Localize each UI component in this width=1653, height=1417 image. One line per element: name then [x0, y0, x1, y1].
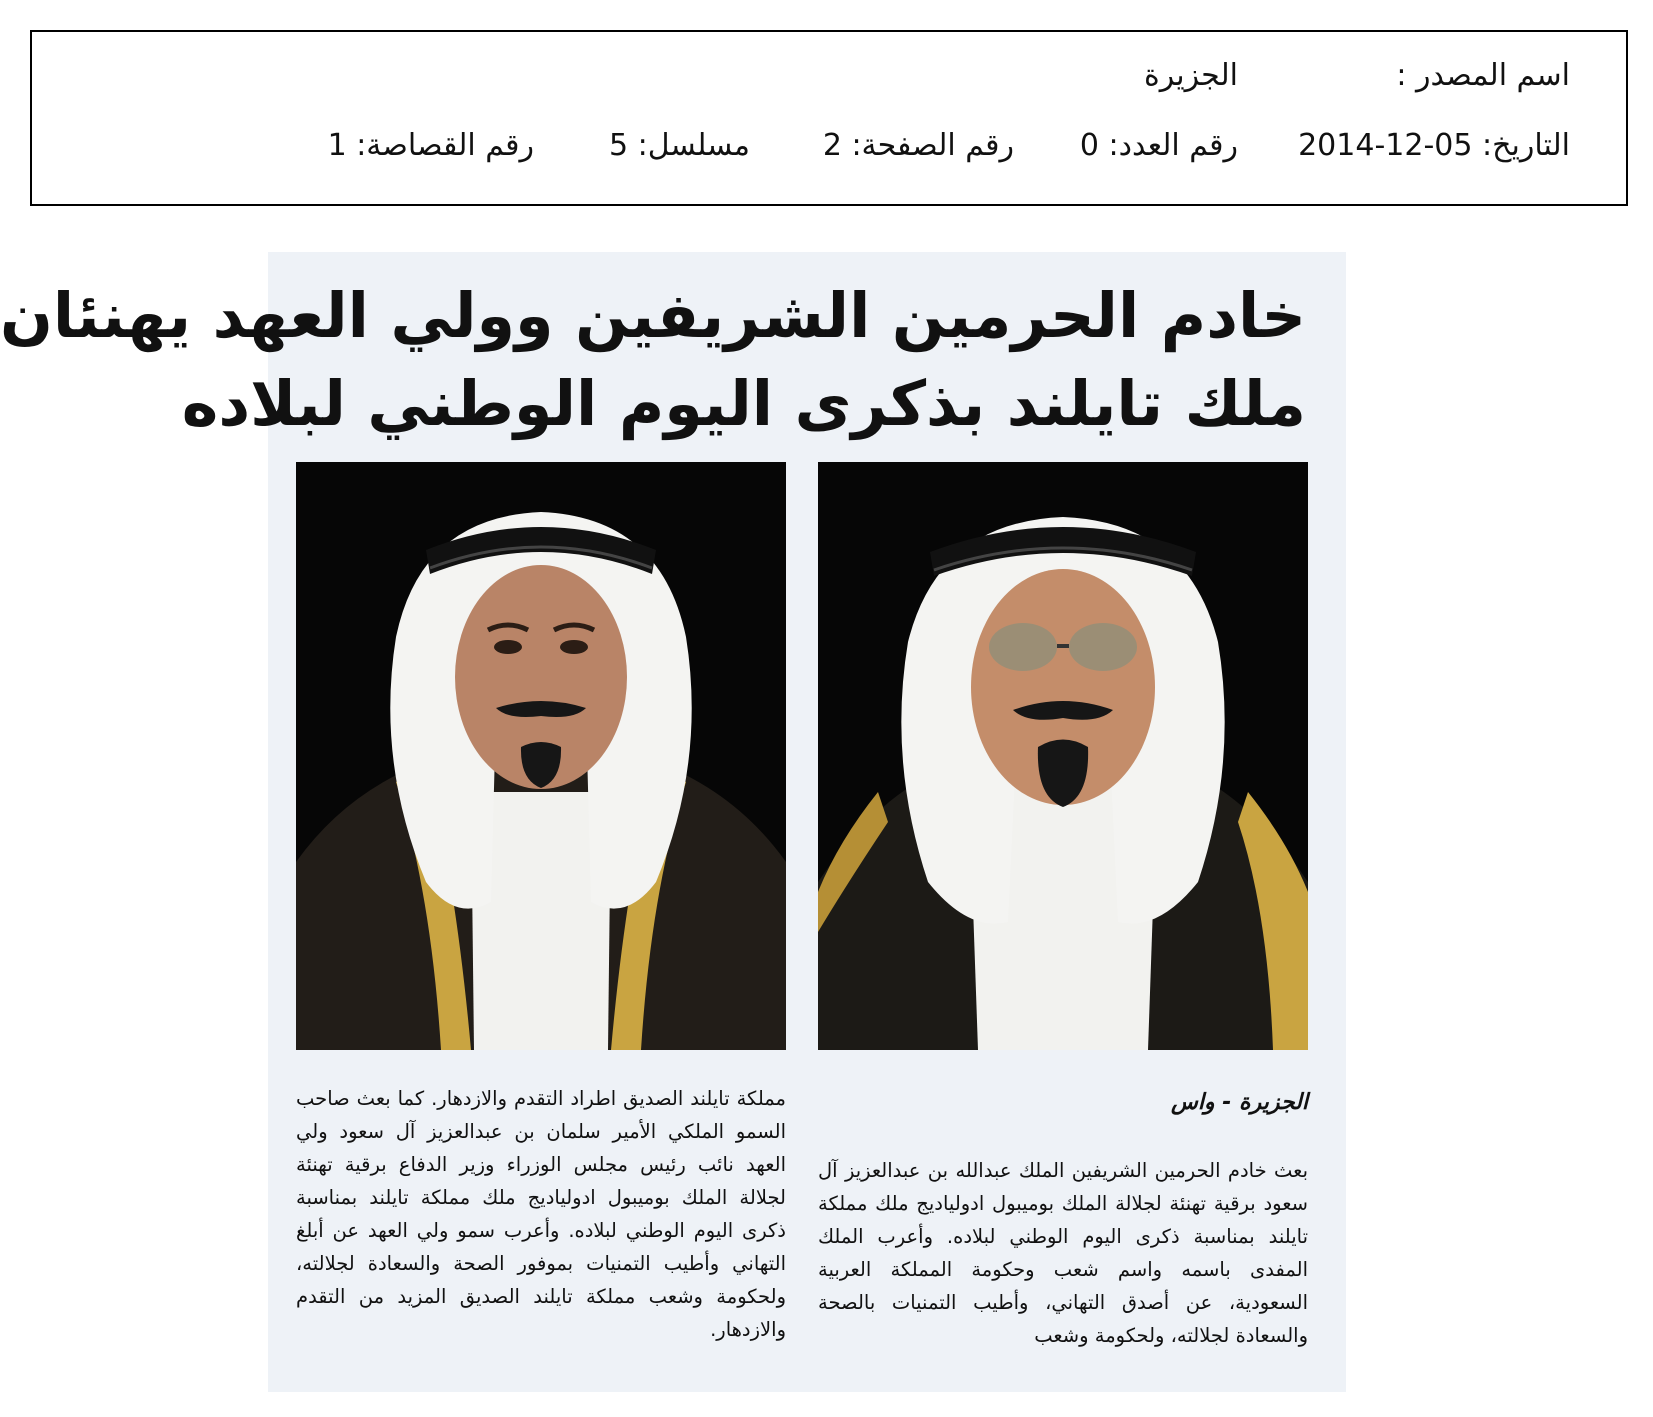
article-column-right: بعث خادم الحرمين الشريفين الملك عبدالله بن عبدالعزيز آل سعود برقية تهنئة لجلالة الملك بوميبول ادولياديج ملك مملكة تايلند بمناسبة ذكرى اليوم الوطني لبلاده. وأعرب الملك المفدى باسمه واسم شعب وحكومة المملكة العربية السعودية، عن أصدق التهاني، وأطيب التمنيات بالصحة والسعادة لجلالته، ولحكومة وشعب: [818, 1159, 1308, 1347]
archive-metadata-box: [30, 30, 1628, 206]
issue-number-field: رقم العدد: 0: [1079, 128, 1238, 163]
metadata-row-details: [32, 124, 1626, 168]
headline-line-1: خادم الحرمين الشريفين وولي العهد يهنئان: [0, 279, 1306, 352]
source-label: اسم المصدر :: [1396, 58, 1570, 93]
portrait-photo-right: [818, 462, 1308, 1050]
article-column-left: مملكة تايلند الصديق اطراد التقدم والازدهار. كما بعث صاحب السمو الملكي الأمير سلمان بن عبدالعزيز آل سعود ولي العهد نائب رئيس مجلس الوزراء وزير الدفاع برقية تهنئة لجلالة الملك بوميبول ادولياديج ملك مملكة تايلند بمناسبة ذكرى اليوم الوطني لبلاده. وأعرب سمو ولي العهد عن أبلغ التهاني وأطيب التمنيات بموفور الصحة والسعادة لجلالته، ولحكومة وشعب مملكة تايلند الصديق المزيد من التقدم والازدهار.: [296, 1087, 786, 1341]
clipping-number-field: رقم القصاصة: 1: [327, 128, 534, 163]
portrait-left-illustration: [296, 462, 786, 1050]
portrait-right-illustration: [818, 462, 1308, 1050]
serial-number-field: مسلسل: 5: [609, 128, 750, 163]
page-number-field: رقم الصفحة: 2: [822, 128, 1014, 163]
newspaper-clipping: [0, 252, 1346, 1392]
date-field: التاريخ: 05-12-2014: [1298, 128, 1570, 163]
byline: الجزيرة - واس: [1171, 1090, 1308, 1115]
headline-line-2: ملك تايلند بذكرى اليوم الوطني لبلاده: [181, 367, 1306, 440]
metadata-row-source: [32, 54, 1626, 98]
portrait-photo-left: [296, 462, 786, 1050]
source-value: الجزيرة: [1143, 58, 1238, 93]
